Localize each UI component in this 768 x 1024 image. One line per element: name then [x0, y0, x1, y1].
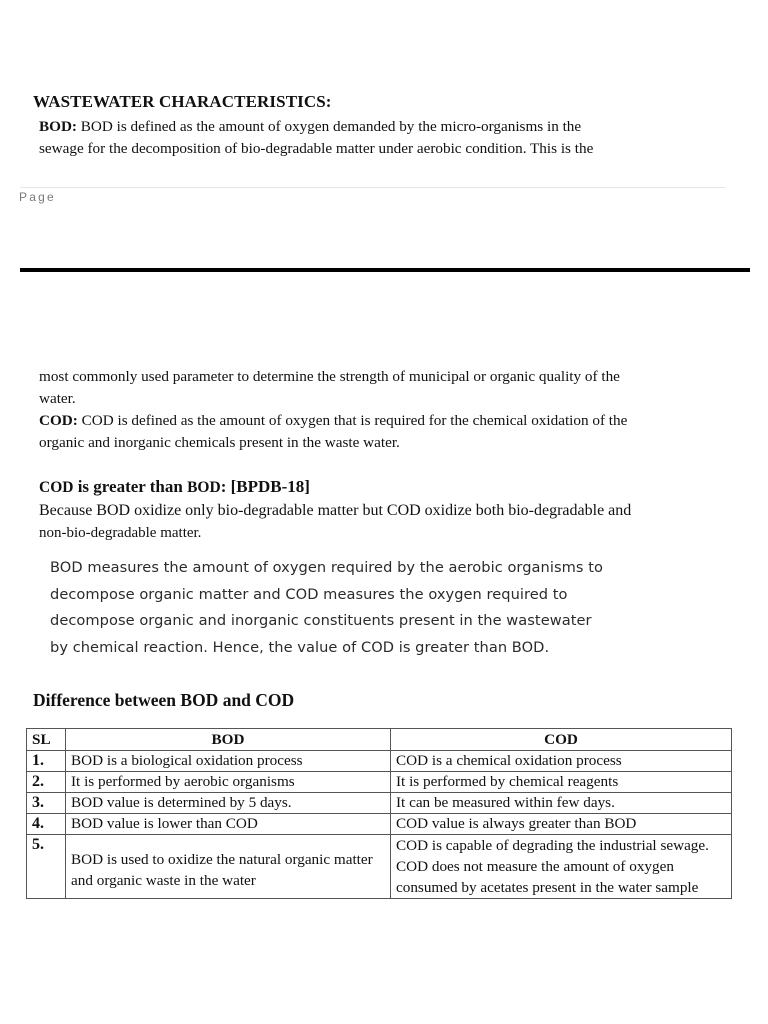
row-sl: 1. [27, 751, 66, 772]
table-row [27, 751, 732, 772]
row-bod: BOD value is determined by 5 days. [66, 793, 391, 814]
row-cod: COD is capable of degrading the industrial sewage. COD does not measure the amount of oxygen consumed by acetates present in the water sample [391, 835, 732, 899]
row-cod: It can be measured within few days. [391, 793, 732, 814]
row-bod: BOD is a biological oxidation process [66, 751, 391, 772]
because-paragraph [39, 500, 739, 544]
because-line-1: Because BOD oxidize only bio-degradable matter but COD oxidize both bio-degradable and [39, 502, 632, 519]
continued-line-2: water. [39, 390, 76, 407]
header-bod: BOD [66, 729, 391, 751]
bod-term: BOD: [39, 118, 77, 135]
row-bod: BOD is used to oxidize the natural organic matter and organic waste in the water [66, 835, 391, 899]
table-row [27, 835, 732, 899]
quoted-explanation [50, 555, 690, 661]
continued-line-1: most commonly used parameter to determine the strength of municipal or organic quality of the [39, 368, 620, 385]
bod-definition-line-2: sewage for the decomposition of bio-degradable matter under aerobic condition. This is the [39, 140, 594, 157]
header-cod: COD [391, 729, 732, 751]
cod-term: COD: [39, 412, 78, 429]
row-sl: 4. [27, 814, 66, 835]
table-header-row [27, 729, 732, 751]
heading-tag: : [BPDB-18] [220, 477, 310, 496]
table-row [27, 772, 732, 793]
quote-line: decompose organic and inorganic constituents present in the wastewater [50, 612, 592, 629]
difference-table [26, 728, 732, 899]
row-cod: COD is a chemical oxidation process [391, 751, 732, 772]
table-row [27, 814, 732, 835]
row-cod: It is performed by chemical reagents [391, 772, 732, 793]
cod-greater-heading [39, 477, 310, 497]
cod-definition-line-1 [39, 410, 627, 432]
heading-bod: BOD [187, 479, 221, 496]
page-label: Page [19, 190, 56, 204]
because-line-2: non-bio-degradable matter. [39, 525, 202, 541]
page-divider [20, 187, 725, 188]
row-sl: 5. [27, 835, 66, 899]
row-sl: 3. [27, 793, 66, 814]
quote-line: decompose organic matter and COD measures the oxygen required to [50, 585, 568, 603]
heading-mid: is greater than [73, 477, 188, 496]
heading-cod: COD [39, 479, 74, 496]
difference-title: Difference between BOD and COD [33, 690, 295, 710]
row-cod: COD value is always greater than BOD [391, 814, 732, 835]
page-break-rule [20, 268, 750, 272]
row-bod: It is performed by aerobic organisms [66, 772, 391, 793]
row-bod: BOD value is lower than COD [66, 814, 391, 835]
header-sl: SL [27, 729, 66, 751]
bod-definition-text-1: BOD is defined as the amount of oxygen demanded by the micro-organisms in the [80, 118, 582, 135]
row-sl: 2. [27, 772, 66, 793]
bod-definition-line-1 [39, 116, 581, 138]
quote-line: BOD measures the amount of oxygen required by the aerobic organisms to [50, 559, 603, 576]
table-row [27, 793, 732, 814]
section-heading: WASTEWATER CHARACTERISTICS: [33, 92, 332, 111]
cod-definition-line-2: organic and inorganic chemicals present in the waste water. [39, 434, 400, 451]
cod-definition-text-1: COD is defined as the amount of oxygen that is required for the chemical oxidation of the [81, 412, 628, 429]
quote-line: by chemical reaction. Hence, the value of COD is greater than BOD. [50, 638, 550, 656]
